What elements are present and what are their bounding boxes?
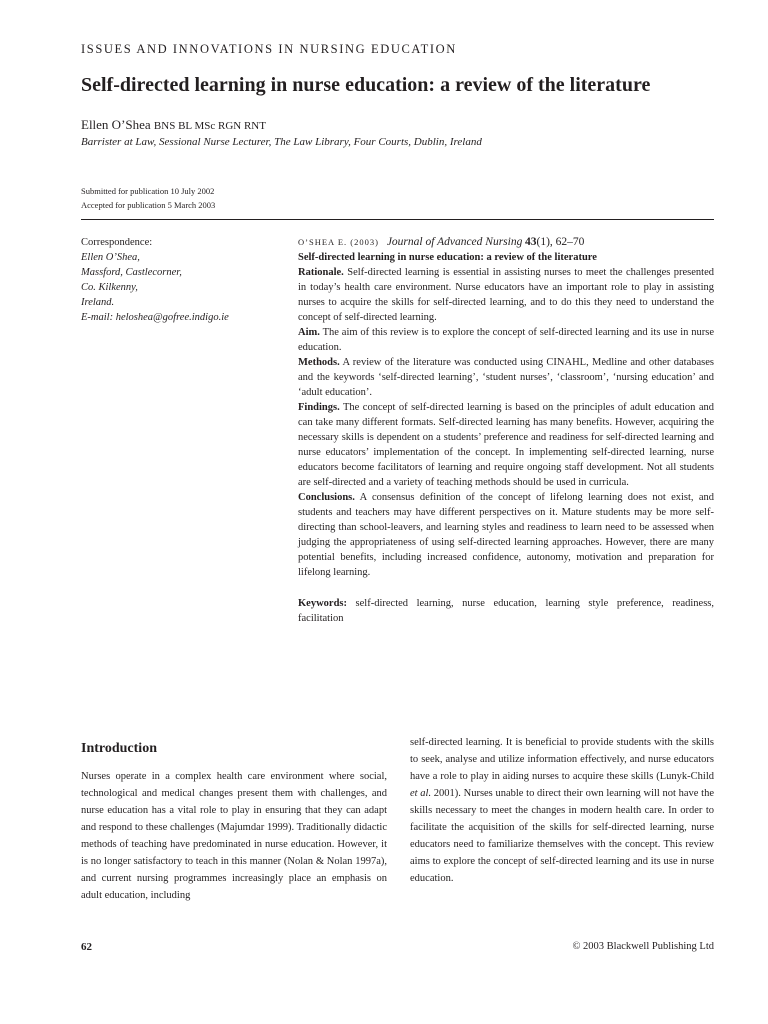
abstract-block <box>298 235 714 626</box>
abstract-rationale <box>298 265 714 325</box>
keywords-text: self-directed learning, nurse education, learning style preference, readiness, facilitation <box>298 598 714 624</box>
section-text: The aim of this review is to explore the concept of self-directed learning and its use in nurse education. <box>298 327 714 353</box>
page-number: 62 <box>81 941 92 953</box>
keywords <box>298 596 714 626</box>
author-line <box>81 117 266 133</box>
section-label: Conclusions. <box>298 492 355 503</box>
citation-author-year: O’SHEA E. (2003) <box>298 237 379 247</box>
abstract-conclusions <box>298 490 714 580</box>
right-text-etal: et al. <box>410 788 432 799</box>
copyright-notice: © 2003 Blackwell Publishing Ltd <box>572 941 714 952</box>
keywords-label: Keywords: <box>298 598 347 609</box>
right-text-a: self-directed learning. It is beneficial to provide students with the skills to seek, analyse and utilize information effectively, and nurse educators have a role to play in aiding nurses to acquire these skills (Lunyk-Child <box>410 737 714 782</box>
article-title: Self-directed learning in nurse education: a review of the literature <box>81 74 651 96</box>
introduction-left-column: Nurses operate in a complex health care environment where social, technological and medical changes present them with challenges, and nurse education has a vital role to play in ensuring that they can adapt and respond to these challenges (Majumdar 1999). Traditionally didactic methods of teaching have predominated in nurse education. However, it is no longer satisfactory to teach in this manner (Nolan & Nolan 1997a), and current nursing programmes increasingly place an emphasis on adult education, including <box>81 771 387 901</box>
abstract-title: Self-directed learning in nurse education: a review of the literature <box>298 252 597 263</box>
series-heading: ISSUES AND INNOVATIONS IN NURSING EDUCATION <box>81 42 457 56</box>
correspondence-line: Ellen O’Shea, <box>81 252 140 263</box>
header-divider <box>81 219 714 220</box>
author-qualifications: BNS BL MSc RGN RNT <box>153 120 266 132</box>
abstract-methods <box>298 355 714 400</box>
section-text: The concept of self-directed learning is based on the principles of adult education and can take many different formats. Self-directed learning has many benefits. However, acquiring the necessary skills is dependent on a students’ preference and readiness for self-directed learning and nurse educators’ implementation of the concept. In implementing self-directed learning, nurse educators become facilitators of learning and require ongoing staff development. Not all students are self-directed and a variety of teaching methods should be used in curricula. <box>298 402 714 488</box>
citation-volume: 43 <box>524 236 537 248</box>
correspondence-block <box>81 235 229 325</box>
abstract-aim <box>298 325 714 355</box>
section-text: Self-directed learning is essential in assisting nurses to meet the challenges presented in today’s health care environment. Nurse educators have an important role to play in assisting nurses to acquire the skills for self-directed learning, and to do this they need to understand the concept of self-directed learning. <box>298 267 714 323</box>
correspondence-line: Co. Kilkenny, <box>81 282 138 293</box>
introduction-right-column <box>410 734 714 887</box>
correspondence-line: Ireland. <box>81 297 115 308</box>
correspondence-email[interactable]: E-mail: heloshea@gofree.indigo.ie <box>81 312 229 323</box>
introduction-heading: Introduction <box>81 741 157 756</box>
section-text: A review of the literature was conducted using CINAHL, Medline and other databases and the keywords ‘self-directed learning’, ‘student nurses’, ‘classroom’, ‘nursing education’ and ‘adult education’. <box>298 357 714 398</box>
section-label: Aim. <box>298 327 320 338</box>
author-affiliation: Barrister at Law, Sessional Nurse Lecturer, The Law Library, Four Courts, Dublin, Ireland <box>81 136 482 148</box>
section-label: Rationale. <box>298 267 344 278</box>
author-name: Ellen O’Shea <box>81 117 151 132</box>
correspondence-line: Massford, Castlecorner, <box>81 267 182 278</box>
section-label: Methods. <box>298 357 340 368</box>
submitted-date: Submitted for publication 10 July 2002 <box>81 186 215 196</box>
citation-line <box>298 235 714 250</box>
accepted-date: Accepted for publication 5 March 2003 <box>81 200 216 210</box>
section-text: A consensus definition of the concept of lifelong learning does not exist, and students and teachers may have different perspectives on it. Mature students may be more self-directing than school-leavers, and learning styles and readiness to learn need to be assessed when judging the appropriateness of using self-directed learning approaches. However, there are many potential benefits, including increased confidence, autonomy, motivation and preparation for lifelong learning. <box>298 492 714 578</box>
citation-journal: Journal of Advanced Nursing <box>386 236 523 248</box>
right-text-b: 2001). Nurses unable to direct their own learning will not have the skills necessary to meet the changes in modern health care. In order to facilitate the acquisition of the skills for self-directed learning, nurse educators need to familiarize themselves with the concept. This review aims to explore the concept of self-directed learning and its use in nurse education. <box>410 788 714 884</box>
abstract-findings <box>298 400 714 490</box>
citation-issue-pages: (1), 62–70 <box>536 236 585 248</box>
correspondence-heading: Correspondence: <box>81 237 153 248</box>
section-label: Findings. <box>298 402 340 413</box>
publication-dates <box>81 184 215 212</box>
